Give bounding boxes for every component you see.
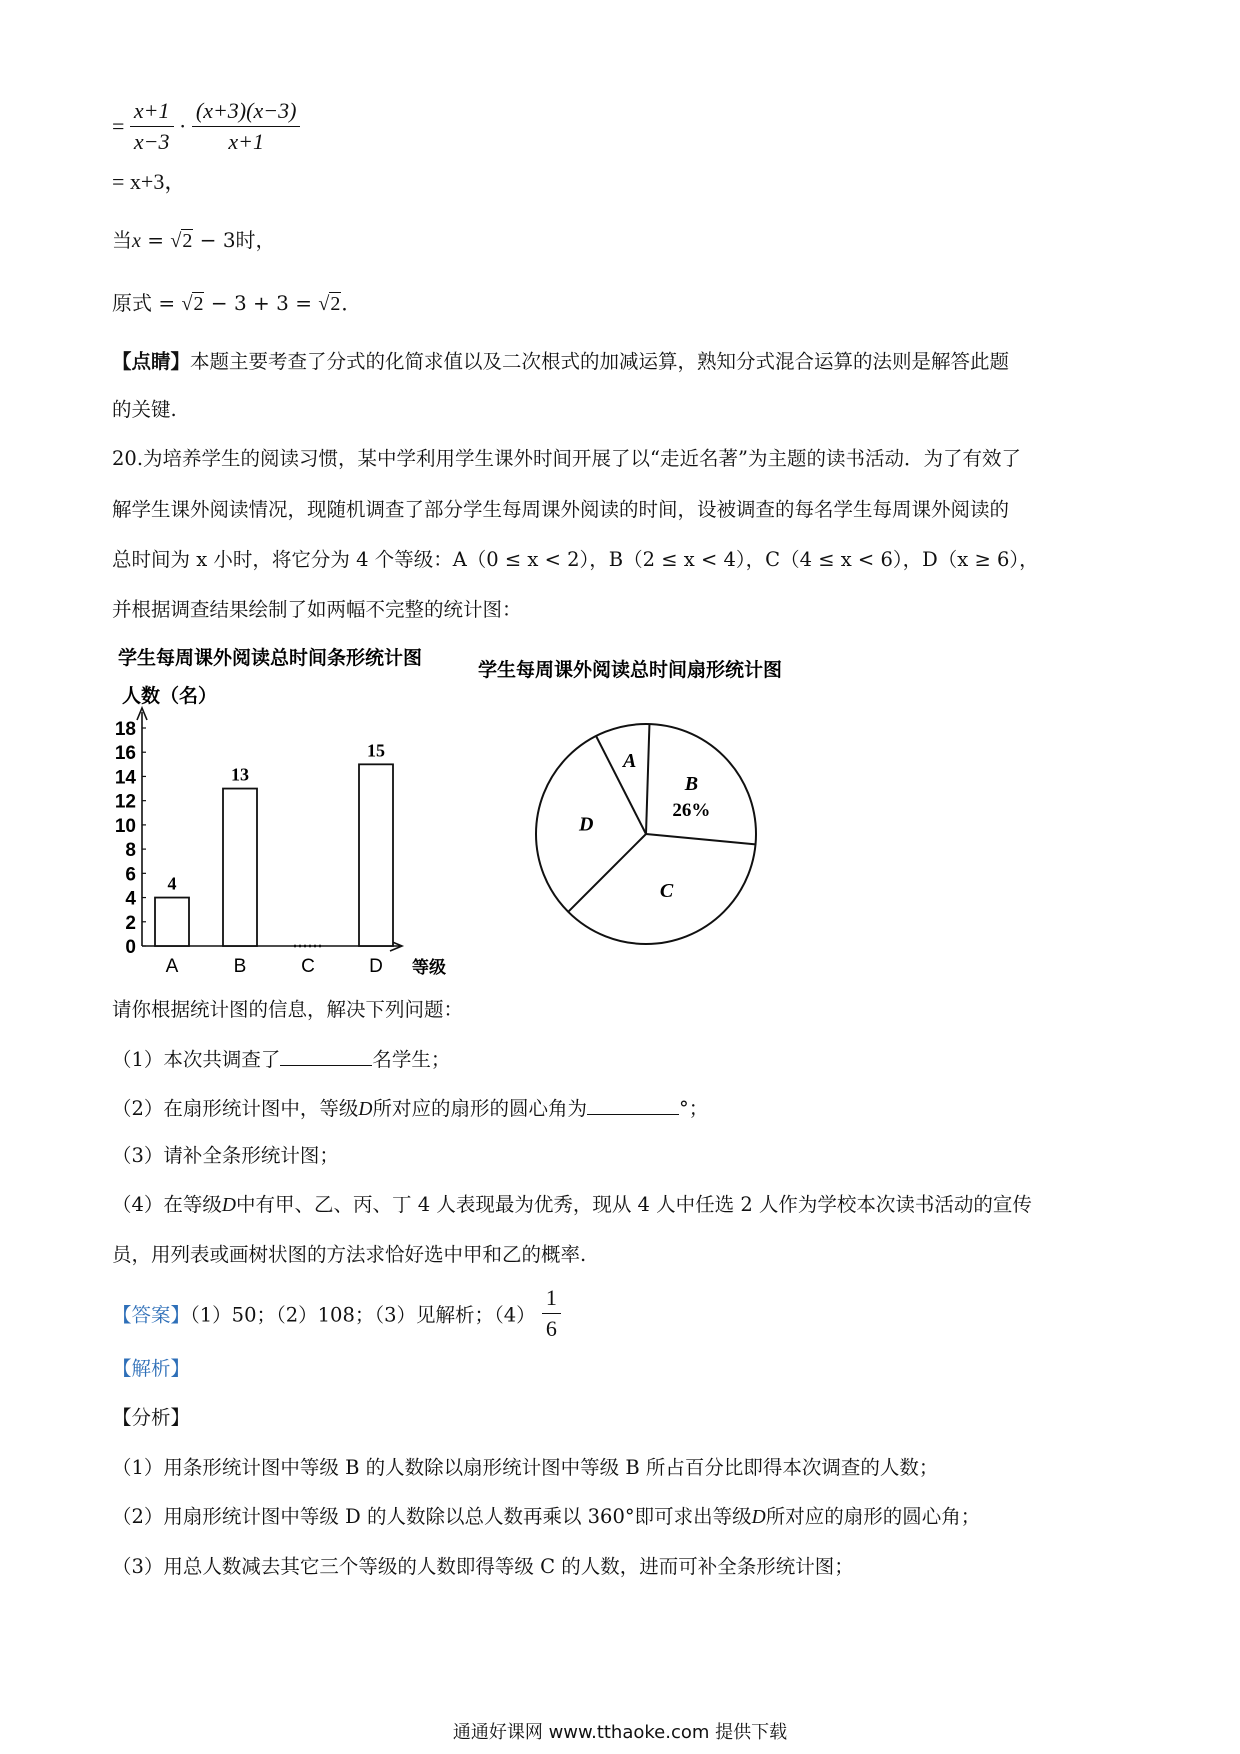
category-label: A xyxy=(165,956,179,977)
question-20-line-2: 解学生课外阅读情况，现随机调查了部分学生每周课外阅读的时间，设被调查的每名学生每周课外阅读的 xyxy=(112,498,1010,521)
variable-d: D xyxy=(358,1099,373,1120)
y-tick-label: 2 xyxy=(125,912,136,934)
bar-chart xyxy=(110,640,490,980)
variable-d-3: D xyxy=(751,1507,766,1528)
question-20-line-1: 20.为培养学生的阅读习惯，某中学利用学生课外时间开展了以“走近名著”为主题的读书活动．为了有效了 xyxy=(112,447,1021,470)
question-1-text: （1）本次共调查了 xyxy=(112,1048,281,1071)
bar-chart-title: 学生每周课外阅读总时间条形统计图 xyxy=(118,647,423,669)
bar-B xyxy=(223,789,257,946)
bar-value-label: 13 xyxy=(231,764,249,785)
sqrt-2-a: √2 xyxy=(181,293,204,315)
dianjing-tag: 【点睛】 xyxy=(112,350,191,373)
y-tick-label: 8 xyxy=(125,840,136,862)
equation-step-1 xyxy=(112,96,300,157)
category-label: C xyxy=(301,956,315,977)
substitution-equals: = xyxy=(140,228,171,252)
fraction-1-numerator: x+1 xyxy=(130,96,174,127)
answer-tag: 【答案】 xyxy=(112,1303,191,1327)
question-2 xyxy=(112,1094,708,1124)
analysis-2 xyxy=(112,1503,980,1532)
answer-blank-2 xyxy=(587,1094,679,1115)
radicand: 2 xyxy=(182,230,193,252)
question-4-rest: 中有甲、乙、丙、丁 4 人表现最为优秀，现从 4 人中任选 2 人作为学校本次读书活动的宣传 xyxy=(236,1193,1032,1216)
equals-sign: = xyxy=(112,113,125,139)
slice-percent-B: 26% xyxy=(672,799,711,821)
analysis-3: （3）用总人数减去其它三个等级的人数即得等级 C 的人数，进而可补全条形统计图； xyxy=(112,1555,854,1578)
pie-chart xyxy=(470,650,850,970)
bar-value-label: 15 xyxy=(367,740,385,761)
question-20-line-4: 并根据调查结果绘制了如两幅不完整的统计图： xyxy=(112,598,522,621)
multiply-dot: · xyxy=(179,113,187,139)
result-line xyxy=(112,289,361,318)
fraction-2 xyxy=(192,96,301,157)
y-tick-label: 14 xyxy=(114,767,136,789)
slice-label-C: C xyxy=(659,879,674,902)
equation-step-2: = x+3， xyxy=(112,169,187,194)
x-axis-label: 等级 xyxy=(412,958,446,978)
category-label: B xyxy=(233,956,247,977)
substitution-line xyxy=(112,226,276,255)
variable-d-2: D xyxy=(221,1195,237,1216)
fenxi-tag: 【分析】 xyxy=(112,1406,191,1429)
category-label: D xyxy=(369,956,383,977)
question-4-text: （4）在等级 xyxy=(112,1193,222,1216)
answer-fraction xyxy=(542,1283,561,1344)
fraction-2-numerator: (x+3)(x−3) xyxy=(192,96,301,127)
bar-value-label: 4 xyxy=(167,873,177,894)
answer-numerator: 1 xyxy=(542,1283,561,1314)
analysis-2-rest: 所对应的扇形的圆心角； xyxy=(765,1505,981,1528)
radicand-b: 2 xyxy=(330,293,341,315)
dianjing-line-1 xyxy=(112,348,1009,376)
y-tick-label: 0 xyxy=(125,937,136,958)
question-2-mid: 所对应的扇形的圆心角为 xyxy=(372,1097,588,1120)
y-tick-label: 10 xyxy=(114,815,136,837)
variable-x: x xyxy=(132,230,141,252)
analysis-2-text: （2）用扇形统计图中等级 D 的人数除以总人数再乘以 360°即可求出等级 xyxy=(112,1505,752,1528)
pie-chart-title: 学生每周课外阅读总时间扇形统计图 xyxy=(478,659,783,681)
jiexi-tag: 【解析】 xyxy=(112,1357,191,1380)
question-4-line-1 xyxy=(112,1191,1032,1220)
questions-intro: 请你根据统计图的信息，解决下列问题： xyxy=(112,998,464,1021)
question-4-line-2: 员，用列表或画树状图的方法求恰好选中甲和乙的概率. xyxy=(112,1243,587,1266)
question-1-suffix: 名学生； xyxy=(372,1048,451,1071)
y-tick-label: 12 xyxy=(114,791,136,813)
slice-label-B: B xyxy=(684,772,699,795)
fraction-1-denominator: x−3 xyxy=(133,129,170,154)
fraction-2-denominator: x+1 xyxy=(228,129,264,154)
sqrt-2: √2 xyxy=(170,230,193,252)
slice-label-D: D xyxy=(579,813,594,836)
result-prefix: 原式 = xyxy=(112,291,182,315)
y-tick-label: 18 xyxy=(114,719,136,740)
question-3: （3）请补全条形统计图； xyxy=(112,1144,339,1167)
question-2-suffix: °； xyxy=(679,1097,709,1120)
fraction-1 xyxy=(130,96,174,157)
bar-chart-ylabel: 人数（名） xyxy=(122,685,218,707)
bar-layer xyxy=(115,708,446,978)
dianjing-text-1: 本题主要考查了分式的化简求值以及二次根式的加减运算，熟知分式混合运算的法则是解答此题 xyxy=(190,350,1010,373)
y-tick-label: 4 xyxy=(125,888,136,910)
result-suffix: ． xyxy=(341,291,362,315)
answer-blank-1 xyxy=(280,1045,372,1066)
answer-text: （1）50；（2）108；（3）见解析；（4） xyxy=(190,1303,536,1327)
answer-line xyxy=(112,1283,561,1344)
substitution-suffix: − 3时， xyxy=(193,228,276,252)
radicand-a: 2 xyxy=(193,293,204,315)
bar-D xyxy=(359,764,393,946)
bar-A xyxy=(155,898,189,946)
question-2-text: （2）在扇形统计图中，等级 xyxy=(112,1097,359,1120)
sqrt-2-b: √2 xyxy=(318,293,341,315)
question-1 xyxy=(112,1045,450,1074)
substitution-prefix: 当 xyxy=(112,228,132,252)
analysis-1: （1）用条形统计图中等级 B 的人数除以扇形统计图中等级 B 所占百分比即得本次调查的人数； xyxy=(112,1456,939,1479)
pie-layer xyxy=(536,724,756,944)
y-tick-label: 6 xyxy=(125,864,136,886)
answer-denominator: 6 xyxy=(545,1316,557,1341)
result-middle: − 3 + 3 = xyxy=(204,291,319,315)
y-tick-label: 16 xyxy=(114,743,136,765)
dianjing-line-2: 的关键. xyxy=(112,398,177,421)
question-20-line-3: 总时间为 x 小时，将它分为 4 个等级：A（0 ≤ x < 2），B（2 ≤ x < 4），C（4 ≤ x < 6），D（x ≥ 6）， xyxy=(112,548,1039,571)
footer-text: 通通好课网 www.tthaoke.com 提供下载 xyxy=(452,1722,788,1743)
slice-label-A: A xyxy=(623,750,637,773)
